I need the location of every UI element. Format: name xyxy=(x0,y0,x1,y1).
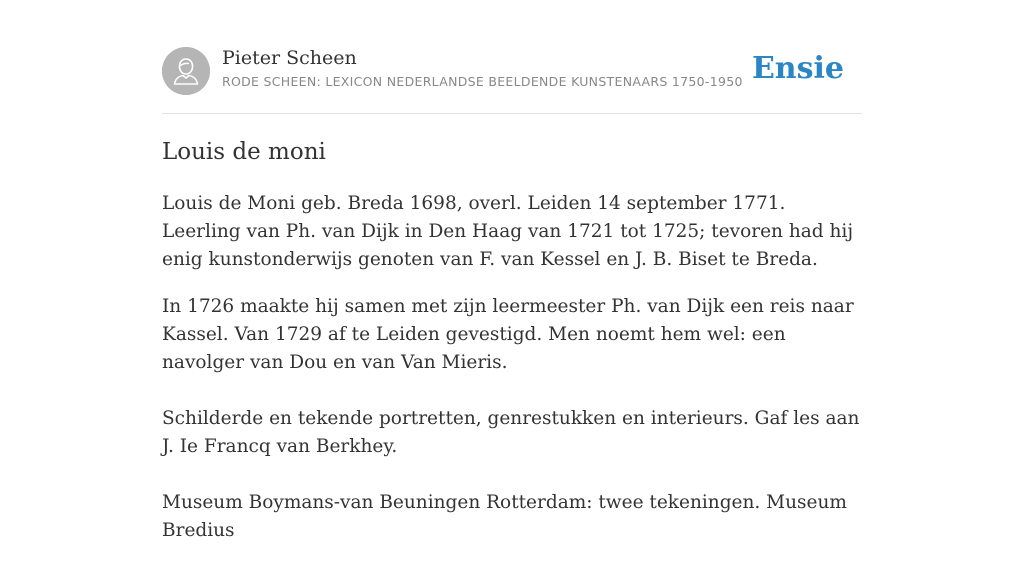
author-header xyxy=(162,46,862,96)
article-paragraph: In 1726 maakte hij samen met zijn leermeester Ph. van Dijk een reis naar Kassel. Van 1729 af te Leiden gevestigd. Men noemt hem wel: een navolger van Dou en van Van Mieris. xyxy=(162,296,854,373)
author-name[interactable]: Pieter Scheen xyxy=(222,47,357,69)
article-paragraph: Schilderde en tekende portretten, genrestukken en interieurs. Gaf les aan J. Ie Francq van Berkhey. xyxy=(162,408,860,457)
article-body xyxy=(162,190,862,564)
ensie-logo[interactable]: Ensie xyxy=(751,51,844,86)
page-title: Louis de moni xyxy=(162,139,326,165)
user-avatar-icon[interactable] xyxy=(162,47,210,95)
article-paragraph: Museum Boymans-van Beuningen Rotterdam: twee tekeningen. Museum Bredius xyxy=(162,492,847,541)
article-paragraph: Louis de Moni geb. Breda 1698, overl. Leiden 14 september 1771. Leerling van Ph. van Dijk in Den Haag van 1721 tot 1725; tevoren had hij enig kunstonderwijs genoten van F. van Kessel en J. B. Biset te Breda. xyxy=(162,193,854,270)
source-label[interactable]: RODE SCHEEN: LEXICON NEDERLANDSE BEELDENDE KUNSTENAARS 1750-1950 xyxy=(222,74,743,89)
header-divider xyxy=(162,113,862,114)
